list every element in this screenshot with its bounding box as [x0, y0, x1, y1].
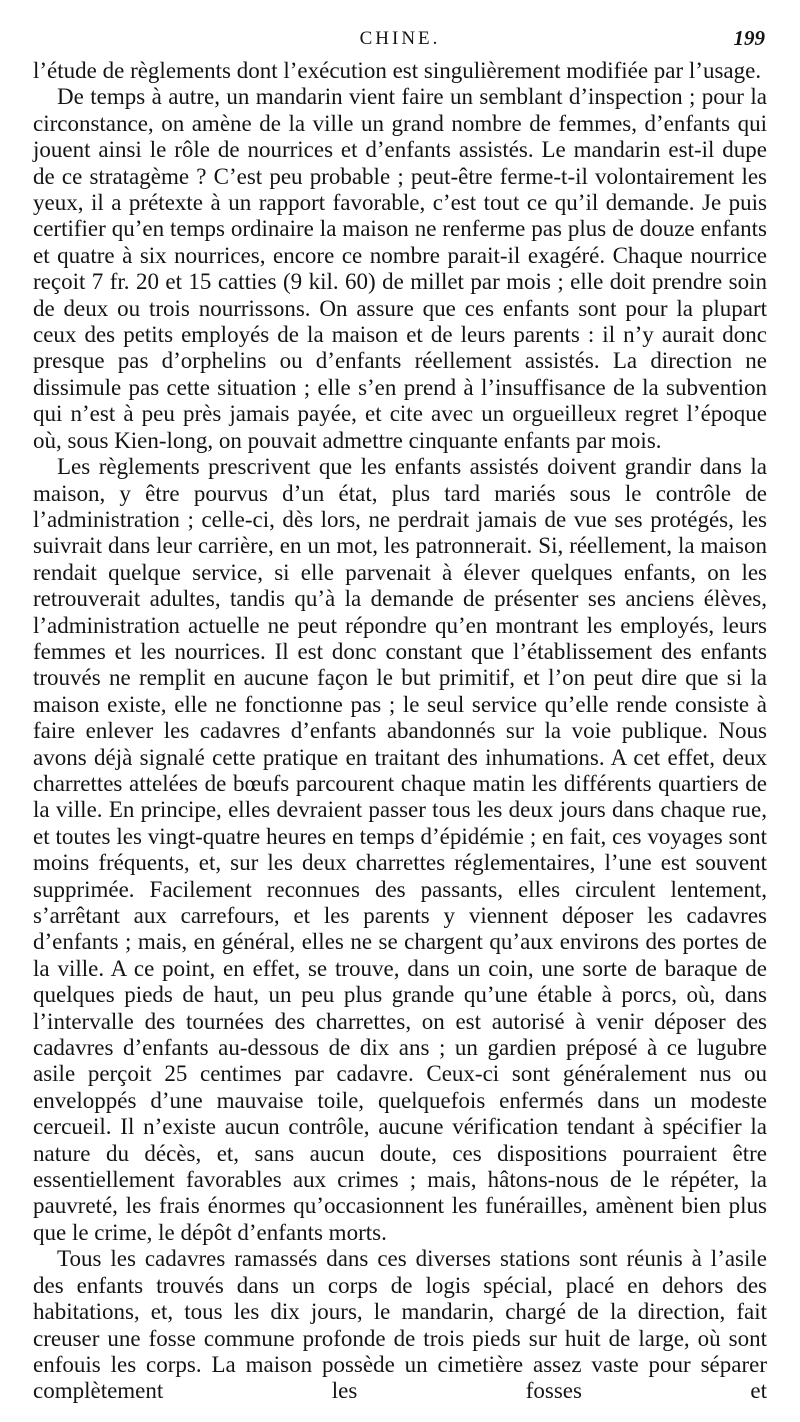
- paragraph-burial: Tous les cadavres ramassés dans ces diverses stations sont réunis à l’asile des enfants trouvés dans un corps de logis spécial, placé en dehors des habitations, et, tous les dix jours, le mandarin, chargé de la direction, fait creuser une fosse commune profonde de trois pieds sur huit de large, où sont enfouis les corps. La maison possède un cimetière assez vaste pour séparer complètement les fosses et: [33, 1246, 767, 1404]
- page-header: [33, 28, 767, 58]
- book-page: [33, 28, 767, 1405]
- running-head: CHINE.: [359, 28, 441, 49]
- paragraph-inspection: De temps à autre, un mandarin vient faire un semblant d’inspection ; pour la circonstance, on amène de la ville un grand nombre de femmes, d’enfants qui jouent ainsi le rôle de nourrices et d’enfants assistés. Le mandarin est-il dupe de ce stratagème ? C’est peu probable ; peut-être ferme-t-il volontairement les yeux, il a prétexte à un rapport favorable, c’est tout ce qu’il demande. Je puis certifier qu’en temps ordinaire la maison ne renferme pas plus de douze enfants et quatre à six nourrices, encore ce nombre parait-il exagéré. Chaque nourrice reçoit 7 fr. 20 et 15 catties (9 kil. 60) de millet par mois ; elle doit prendre soin de deux ou trois nourrissons. On assure que ces enfants sont pour la plupart ceux des petits employés de la maison et de leurs parents : il n’y aurait donc presque pas d’orphelins ou d’enfants réellement assistés. La direction ne dissimule pas cette situation ; elle s’en prend à l’insuffisance de la subvention qui n’est à peu près jamais payée, et cite avec un orgueilleux regret l’époque où, sous Kien-long, on pouvait admettre cinquante enfants par mois.: [33, 84, 767, 453]
- paragraph-regulations: Les règlements prescrivent que les enfants assistés doivent grandir dans la maison, y être pourvus d’un état, plus tard mariés sous le contrôle de l’administration ; celle-ci, dès lors, ne perdrait jamais de vue ses protégés, les suivrait dans leur carrière, en un mot, les patronnerait. Si, réellement, la maison rendait quelque service, si elle parvenait à élever quelques enfants, on les retrouverait adultes, tandis qu’à la demande de présenter ses anciens élèves, l’administration actuelle ne peut répondre qu’en montrant les employés, leurs femmes et les nourrices. Il est donc constant que l’établissement des enfants trouvés ne remplit en aucune façon le but primitif, et l’on peut dire que si la maison existe, elle ne fonctionne pas ; le seul service qu’elle rende consiste à faire enlever les cadavres d’enfants abandonnés sur la voie publique. Nous avons déjà signalé cette pratique en traitant des inhumations. A cet effet, deux charrettes attelées de bœufs parcourent chaque matin les différents quartiers de la ville. En principe, elles devraient passer tous les deux jours dans chaque rue, et toutes les vingt-quatre heures en temps d’épidémie ; en fait, ces voyages sont moins fréquents, et, sur les deux charrettes réglementaires, l’une est souvent supprimée. Facilement reconnues des passants, elles circulent lentement, s’arrêtant aux carrefours, et les parents y viennent déposer les cadavres d’enfants ; mais, en général, elles ne se chargent qu’aux environs des portes de la ville. A ce point, en effet, se trouve, dans un coin, une sorte de baraque de quelques pieds de haut, un peu plus grande qu’une étable à porcs, où, dans l’intervalle des tournées des charrettes, on est autorisé à venir déposer des cadavres d’enfants au-dessous de dix ans ; un gardien préposé à ce lugubre asile perçoit 25 centimes par cadavre. Ceux-ci sont généralement nus ou enveloppés d’une mauvaise toile, quelquefois enfermés dans un modeste cercueil. Il n’existe aucun contrôle, aucune vérification tendant à spécifier la nature du décès, et, sans aucun doute, ces dispositions pourraient être essentiellement favorables aux crimes ; mais, hâtons-nous de le répéter, la pauvreté, les frais énormes qu’occasionnent les funérailles, amènent bien plus que le crime, le dépôt d’enfants morts.: [33, 454, 767, 1245]
- body-text: [33, 58, 767, 1405]
- paragraph-continuation: l’étude de règlements dont l’exécution est singulièrement modifiée par l’usage.: [33, 58, 762, 83]
- page-number: 199: [733, 26, 765, 50]
